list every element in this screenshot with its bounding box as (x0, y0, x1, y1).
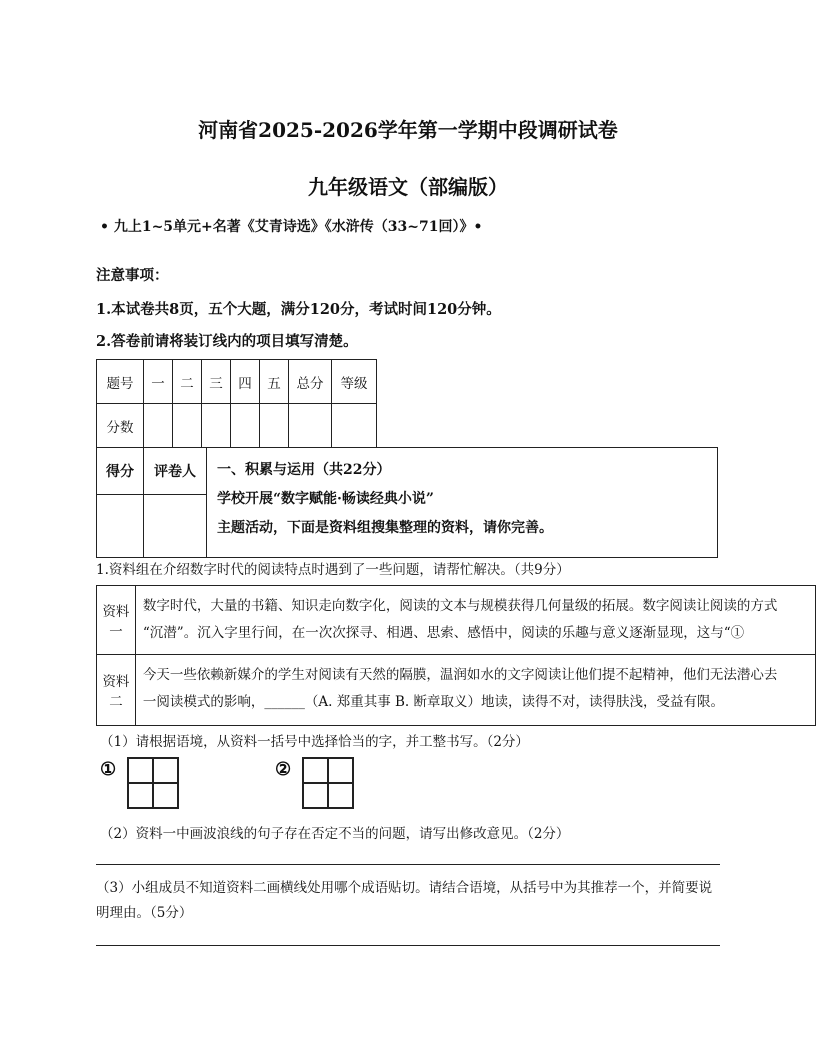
score-header-1: 一 (144, 360, 173, 404)
section-intro (207, 448, 718, 558)
score-header-grade: 等级 (332, 360, 377, 404)
score-cell[interactable] (231, 404, 260, 448)
answer-mark-1: ① (100, 759, 117, 780)
score-cell[interactable] (260, 404, 289, 448)
note-item-1: 1.本试卷共8页，五个大题，满分120分，考试时间120分钟。 (96, 301, 501, 318)
subquestion-2: （2）资料一中画波浪线的句子存在否定不当的问题，请写出修改意见。（2分） (100, 826, 570, 842)
score-header-5: 五 (260, 360, 289, 404)
score-header-total: 总分 (289, 360, 332, 404)
score-cell[interactable] (173, 404, 202, 448)
grader-box (96, 447, 718, 558)
score-header-3: 三 (202, 360, 231, 404)
material-text (135, 586, 815, 655)
answer-line-2[interactable] (96, 864, 720, 865)
answer-line-3[interactable] (96, 945, 720, 946)
notes-heading: 注意事项： (96, 267, 169, 284)
score-cell[interactable] (144, 404, 173, 448)
material-label: 资料二 (97, 655, 136, 726)
exam-title: 河南省2025-2026学年第一学期中段调研试卷 (198, 118, 618, 142)
grader-blank[interactable] (144, 495, 207, 558)
score-label: 得分 (97, 448, 144, 495)
score-table-score-row (97, 404, 377, 448)
materials-table (96, 585, 816, 726)
subquestion-1: （1）请根据语境，从资料一括号中选择恰当的字，并工整书写。（2分） (100, 734, 529, 750)
score-header-4: 四 (231, 360, 260, 404)
material-line: 一阅读模式的影响，______（A. 郑重其事 B. 断章取义）地读，读得不对，读得肤浅，受益有限。 (142, 694, 725, 710)
section-intro-line: 学校开展“数字赋能·畅读经典小说” (217, 491, 434, 507)
material-text (135, 655, 815, 726)
score-blank[interactable] (97, 495, 144, 558)
material-line: 数字时代，大量的书籍、知识走向数字化，阅读的文本与规模获得几何量级的拓展。数字阅读让阅读的方式 (142, 598, 778, 614)
exam-subject: 九年级语文（部编版） (308, 175, 508, 199)
exam-scope: • 九上1~5单元+名著《艾青诗选》《水浒传（33~71回）》• (100, 219, 483, 235)
note-item-2: 2.答卷前请将装订线内的项目填写清楚。 (96, 333, 358, 350)
section-intro-line: 主题活动，下面是资料组搜集整理的资料，请你完善。 (217, 520, 553, 536)
material-row (97, 655, 816, 726)
subquestion-3: （3）小组成员不知道资料二画横线处用哪个成语贴切。请结合语境，从括号中为其推荐一个，并简要说明理由。（5分） (96, 880, 713, 921)
grader-label: 评卷人 (144, 448, 207, 495)
section-heading: 一、积累与运用（共22分） (217, 462, 391, 478)
score-cell-total[interactable] (289, 404, 332, 448)
material-line: 今天一些依赖新媒介的学生对阅读有天然的隔膜，温润如水的文字阅读让他们提不起精神，他们无法潜心去 (142, 667, 778, 683)
writing-grid-1[interactable] (127, 757, 179, 809)
score-cell[interactable] (202, 404, 231, 448)
material-row (97, 586, 816, 655)
answer-mark-2: ② (275, 759, 292, 780)
score-row-label: 分数 (97, 404, 144, 448)
score-table (96, 359, 377, 448)
question-1-prompt: 1.资料组在介绍数字时代的阅读特点时遇到了一些问题，请帮忙解决。（共9分） (96, 562, 570, 578)
material-line: “沉潜”。沉入字里行间，在一次次探寻、相遇、思索、感悟中，阅读的乐趣与意义逐渐显现，这与“① (142, 625, 745, 641)
writing-grid-2[interactable] (302, 757, 354, 809)
material-label: 资料一 (97, 586, 136, 655)
score-cell-grade[interactable] (332, 404, 377, 448)
score-header-2: 二 (173, 360, 202, 404)
score-table-header-row (97, 360, 377, 404)
score-header-label: 题号 (97, 360, 144, 404)
